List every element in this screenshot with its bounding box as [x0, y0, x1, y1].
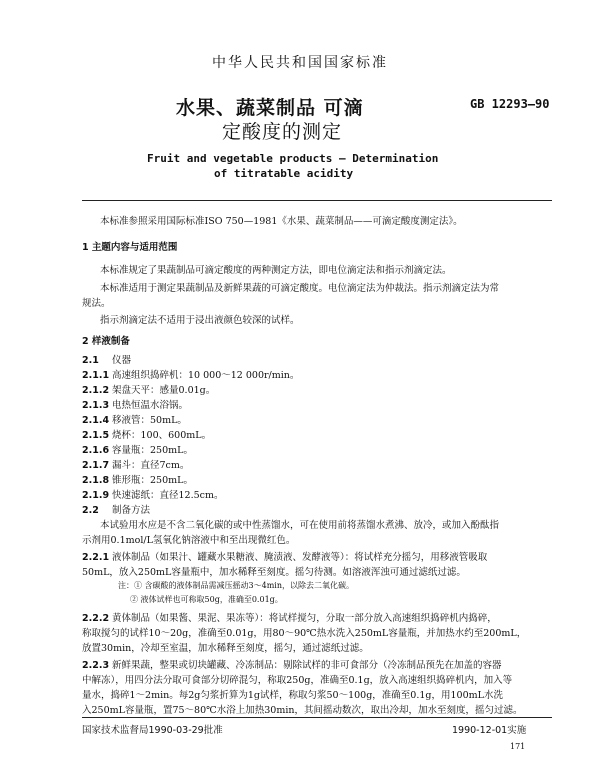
section-1-para-2b: 规法。 — [82, 298, 111, 309]
note-1: 注：① 含碳酸的液体制品需减压摇动3～4min，以除去二氧化碳。 — [118, 581, 355, 590]
title-line-2: 定酸度的测定 — [222, 121, 343, 143]
item-number: 2.1.7 — [82, 460, 110, 471]
standard-code: GB 12293—90 — [470, 97, 550, 111]
item-text: 架盘天平：感量0.01g。 — [112, 385, 216, 396]
item-number: 2.1.2 — [82, 385, 110, 396]
section-1-para-3: 指示剂滴定法不适用于浸出液颜色较深的试样。 — [100, 315, 300, 326]
item-text: 漏斗：直径7cm。 — [112, 460, 190, 471]
subsection-2-2-2-cont-2: 放置30min，冷却至室温，加水稀释至刻度，摇匀，通过滤纸过滤。 — [82, 643, 369, 654]
english-title-line-2: of titratable acidity — [214, 167, 354, 180]
list-item — [82, 442, 193, 456]
item-text: 液体制品（如果汁、罐藏水果糖液、腌渍液、发酵液等）：将试样充分摇匀，用移液管吸取 — [112, 552, 488, 563]
subsection-title: 仪器 — [112, 355, 132, 366]
subsection-2-2-2-cont-1: 称取搅匀的试样10～20g，准确至0.01g，用80～90℃热水洗入250mL容量瓶，并加热水约至200mL， — [82, 628, 527, 639]
subsection-2-2-3 — [82, 657, 502, 671]
subsection-2-2-3-cont-3: 入250mL容量瓶，置75～80℃水浴上加热30min，其间摇动数次，取出冷却，加水至刻度，摇匀过滤。 — [82, 705, 523, 716]
subsection-number: 2.1 — [82, 355, 99, 366]
list-item — [82, 427, 211, 441]
list-item — [82, 472, 193, 486]
prep-para-1a: 本试验用水应是不含二氧化碳的或中性蒸馏水，可在使用前将蒸馏水煮沸、放冷，或加入酚酞指 — [100, 520, 500, 531]
item-text: 黄体制品（如果酱、果泥、果冻等）：将试样搅匀，分取一部分放入高速组织捣碎机内捣碎， — [112, 613, 497, 624]
item-text: 锥形瓶：250mL。 — [112, 475, 193, 486]
page-number: 171 — [510, 742, 526, 751]
item-text: 电热恒温水浴锅。 — [112, 400, 189, 411]
subsection-2-2 — [82, 502, 150, 516]
list-item — [82, 412, 187, 426]
english-title-line-1: Fruit and vegetable products — Determination — [147, 152, 439, 165]
intro-text: 本标准参照采用国际标准ISO 750—1981《水果、蔬菜制品——可滴定酸度测定法》。 — [100, 216, 463, 227]
list-item — [82, 382, 215, 396]
item-text: 快速滤纸：直径12.5cm。 — [112, 490, 224, 501]
item-number: 2.1.3 — [82, 400, 110, 411]
approval-note: 国家技术监督局1990-03-29批准 — [82, 725, 223, 736]
list-item — [82, 397, 188, 411]
section-1-heading: 1 主题内容与适用范围 — [82, 242, 178, 253]
item-text: 烧杯：100、600mL。 — [112, 430, 212, 441]
standard-name: 中华人民共和国国家标准 — [212, 55, 388, 71]
subsection-2-2-1-cont: 50mL，放入250mL容量瓶中，加水稀释至刻度。摇匀待测。如溶液浑浊可通过滤纸过滤。 — [82, 567, 466, 578]
item-number: 2.1.5 — [82, 430, 110, 441]
implementation-date: 1990-12-01实施 — [452, 725, 527, 736]
section-1-para-1: 本标准规定了果蔬制品可滴定酸度的两种测定方法，即电位滴定法和指示剂滴定法。 — [100, 265, 452, 276]
prep-para-1b: 示剂用0.1mol/L氢氧化钠溶液中和至出现微红色。 — [82, 535, 296, 546]
subsection-2-2-3-cont-1: 中解冻），用四分法分取可食部分切碎混匀，称取250g，准确至0.1g，放入高速组织捣碎机内，加入等 — [82, 675, 513, 686]
item-number: 2.1.1 — [82, 370, 110, 381]
item-number: 2.1.9 — [82, 490, 110, 501]
item-text: 移液管：50mL。 — [112, 415, 187, 426]
item-text: 高速组织捣碎机：10 000～12 000r/min。 — [112, 370, 300, 381]
item-number: 2.1.8 — [82, 475, 110, 486]
note-2: ② 液体试样也可称取50g，准确至0.01g。 — [130, 595, 283, 604]
bottom-divider — [82, 717, 552, 718]
item-text: 容量瓶：250mL。 — [112, 445, 193, 456]
item-number: 2.1.6 — [82, 445, 110, 456]
subsection-2-2-1 — [82, 549, 487, 563]
subsection-title: 制备方法 — [112, 505, 151, 516]
item-number: 2.1.4 — [82, 415, 110, 426]
subsection-2-2-3-cont-2: 量水，捣碎1～2min。每2g匀浆折算为1g试样，称取匀浆50～100g，准确至0.1g，用100mL水洗 — [82, 690, 503, 701]
item-number: 2.2.3 — [82, 660, 110, 671]
title-line-1: 水果、蔬菜制品 可滴 — [176, 97, 364, 119]
item-number: 2.2.2 — [82, 613, 110, 624]
subsection-number: 2.2 — [82, 505, 99, 516]
item-text: 新鲜果蔬，整果或切块罐藏、冷冻制品：剔除试样的非可食部分（冷冻制品预先在加盖的容器 — [112, 660, 502, 671]
subsection-2-1 — [82, 352, 131, 366]
section-2-heading: 2 样液制备 — [82, 336, 130, 347]
item-number: 2.2.1 — [82, 552, 110, 563]
list-item — [82, 487, 223, 501]
list-item — [82, 367, 299, 381]
list-item — [82, 457, 189, 471]
top-divider — [82, 200, 552, 201]
subsection-2-2-2 — [82, 610, 497, 624]
section-1-para-2a: 本标准适用于测定果蔬制品及新鲜果蔬的可滴定酸度。电位滴定法为仲裁法。指示剂滴定法为常 — [100, 283, 500, 294]
